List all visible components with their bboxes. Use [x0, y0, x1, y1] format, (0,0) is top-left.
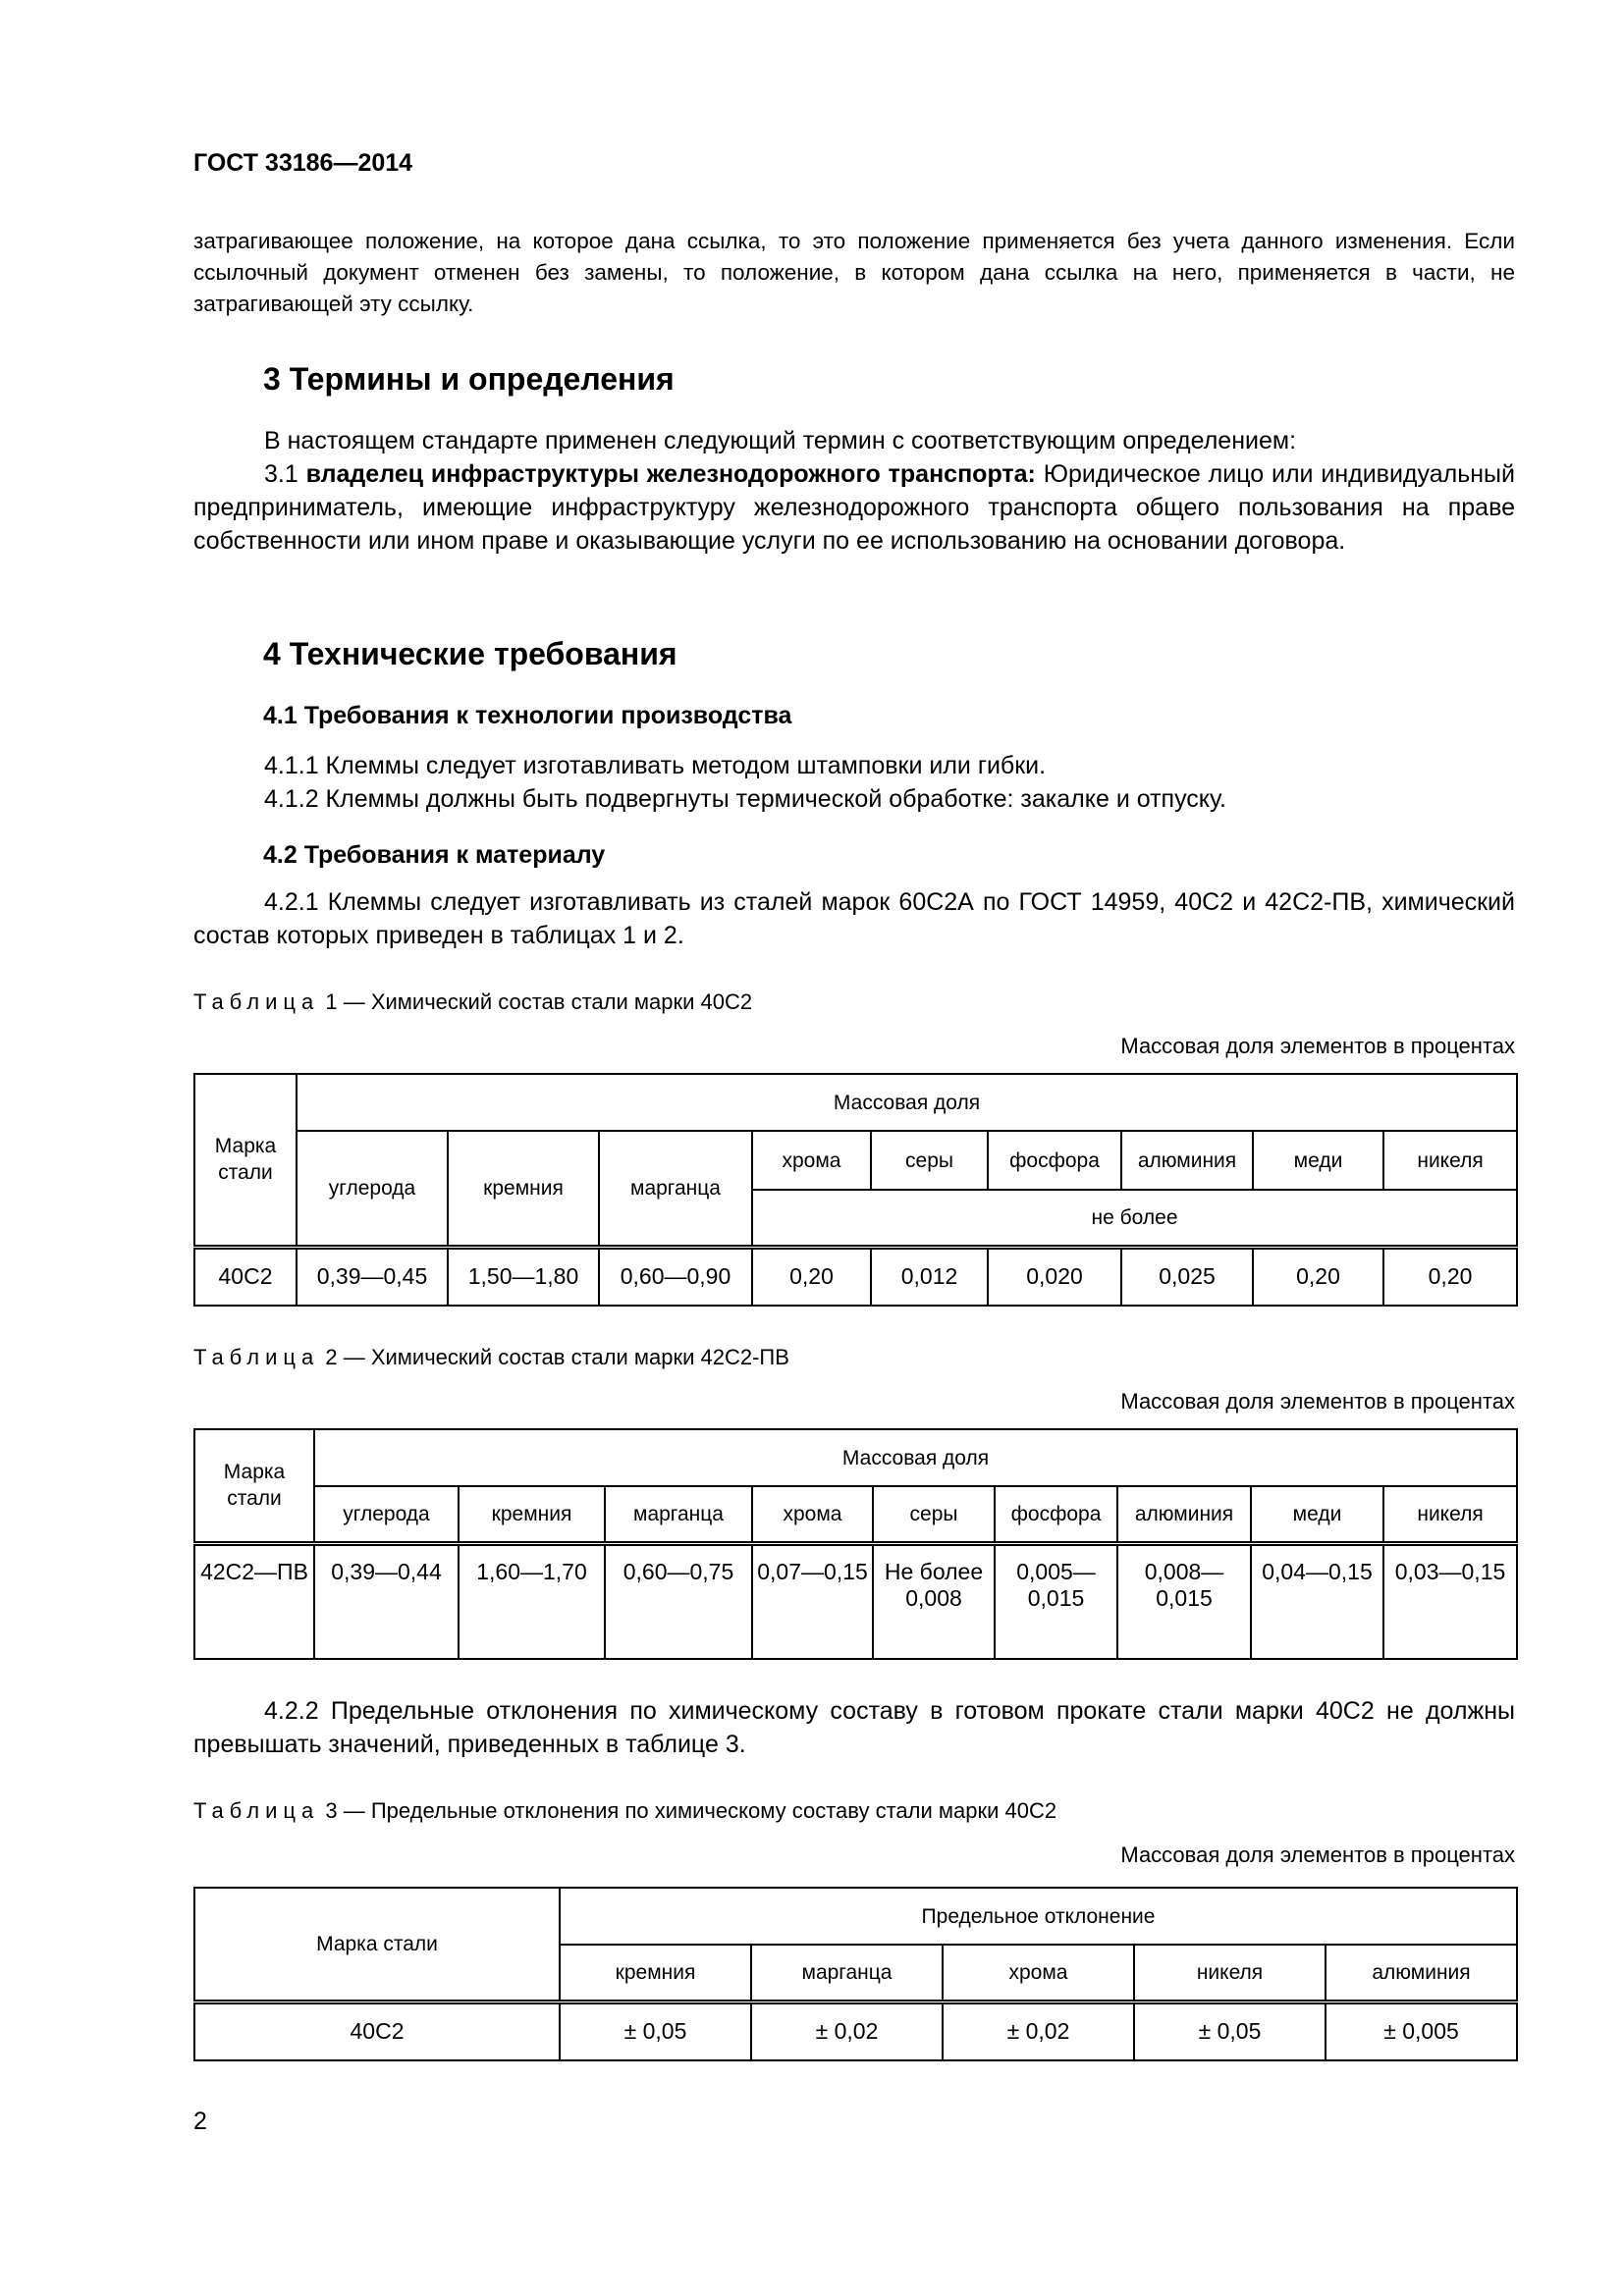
table-2-cell: 0,07—0,15: [752, 1543, 873, 1659]
table-1-cell: 0,20: [1383, 1247, 1517, 1306]
table-3-cell: ± 0,02: [943, 2002, 1134, 2060]
table-1-cell: 0,60—0,90: [599, 1247, 752, 1306]
table-3-col-header: никеля: [1134, 1945, 1326, 2002]
table-2-cell: Не более 0,008: [873, 1543, 995, 1659]
table-3-caption-text: 3 — Предельные отклонения по химическому составу стали марки 40С2: [319, 1798, 1057, 1823]
paragraph-4-2-2: 4.2.2 Предельные отклонения по химическому составу в готовом прокате стали марки 40С2 не должны превышать значений, приведенных в таблице 3.: [193, 1697, 1515, 1758]
table-1-col-header: хрома: [752, 1131, 871, 1190]
table-1-cell: 0,020: [988, 1247, 1121, 1306]
section-3-lead: В настоящем стандарте применен следующий термин с соответствующим определением:: [264, 427, 1297, 454]
paragraph-4-1-1: 4.1.1 Клеммы следует изготавливать методом штамповки или гибки.: [264, 752, 1047, 779]
table-1-cell: 0,20: [1253, 1247, 1383, 1306]
table-2-caption: [193, 1345, 789, 1370]
table-3-cell: ± 0,02: [751, 2002, 943, 2060]
table-1-col-header: марганца: [599, 1131, 752, 1247]
table-2-cell: 0,60—0,75: [605, 1543, 752, 1659]
table-1-cell: 0,20: [752, 1247, 871, 1306]
table-1-caption: [193, 989, 752, 1015]
table-3-unit-note: Массовая доля элементов в процентах: [1120, 1842, 1515, 1867]
table-2-cell: 42С2—ПВ: [194, 1543, 314, 1659]
table-3-group-header: Предельное отклонение: [560, 1888, 1517, 1945]
table-2-col-header: фосфора: [995, 1486, 1117, 1543]
table-1: [193, 1073, 1518, 1307]
section-3-heading: 3 Термины и определения: [263, 361, 675, 397]
table-2-col-header: алюминия: [1117, 1486, 1251, 1543]
table-2-col-header: кремния: [459, 1486, 605, 1543]
table-3-cell: ± 0,05: [1134, 2002, 1326, 2060]
table-3-col-header: кремния: [560, 1945, 751, 2002]
paragraph-4-1-2: 4.1.2 Клеммы должны быть подвергнуты термической обработке: закалке и отпуску.: [264, 785, 1226, 813]
table-3: [193, 1887, 1518, 2061]
table-3-caption-label: Таблица: [193, 1798, 320, 1823]
table-1-cell: 0,39—0,45: [297, 1247, 448, 1306]
table-1-caption-text: 1 — Химический состав стали марки 40С2: [319, 989, 753, 1014]
table-2-grade-header: Марка стали: [194, 1429, 314, 1543]
table-2-caption-label: Таблица: [193, 1345, 320, 1369]
section-4-heading: 4 Технические требования: [263, 636, 677, 671]
table-2-col-header: хрома: [752, 1486, 873, 1543]
table-2: [193, 1428, 1518, 1660]
table-1-unit-note: Массовая доля элементов в процентах: [1120, 1034, 1515, 1058]
table-1-col-header: кремния: [448, 1131, 599, 1247]
table-1-col-header: углерода: [297, 1131, 448, 1247]
table-1-cell: 0,012: [871, 1247, 988, 1306]
table-1-cell: 0,025: [1121, 1247, 1253, 1306]
term-number: 3.1: [264, 460, 306, 488]
table-2-cell: 1,60—1,70: [459, 1543, 605, 1659]
table-1-col-header: меди: [1253, 1131, 1383, 1190]
table-2-cell: 0,005—0,015: [995, 1543, 1117, 1659]
table-3-grade-header: Марка стали: [194, 1888, 560, 2002]
page-number: 2: [193, 2108, 207, 2135]
table-3-col-header: марганца: [751, 1945, 943, 2002]
term-name: владелец инфраструктуры железнодорожного транспорта:: [305, 460, 1036, 488]
paragraph-4-2-1: 4.2.1 Клеммы следует изготавливать из сталей марок 60С2А по ГОСТ 14959, 40С2 и 42С2-ПВ, химический состав которых приведен в таблицах 1 и 2.: [193, 888, 1515, 949]
table-1-group-header: Массовая доля: [297, 1074, 1517, 1131]
table-3-cell: ± 0,05: [560, 2002, 751, 2060]
table-2-caption-text: 2 — Химический состав стали марки 42С2-ПВ: [319, 1345, 789, 1369]
table-2-group-header: Массовая доля: [314, 1429, 1517, 1486]
table-2-unit-note: Массовая доля элементов в процентах: [1120, 1389, 1515, 1414]
table-1-grade-header: Марка стали: [194, 1074, 297, 1247]
table-1-cell: 1,50—1,80: [448, 1247, 599, 1306]
section-4-1-heading: 4.1 Требования к технологии производства: [263, 702, 792, 729]
term-definition-3-1: [193, 457, 1515, 558]
table-1-cell: 40С2: [194, 1247, 297, 1306]
table-2-col-header: серы: [873, 1486, 995, 1543]
table-2-cell: 0,39—0,44: [314, 1543, 459, 1659]
table-2-cell: 0,008—0,015: [1117, 1543, 1251, 1659]
section-4-2-heading: 4.2 Требования к материалу: [263, 841, 606, 869]
table-3-col-header: алюминия: [1326, 1945, 1517, 2002]
table-3-cell: ± 0,005: [1326, 2002, 1517, 2060]
table-2-col-header: углерода: [314, 1486, 459, 1543]
table-3-col-header: хрома: [943, 1945, 1134, 2002]
table-3-cell: 40С2: [194, 2002, 560, 2060]
term-definition: Юридическое лицо или индивидуальный предприниматель, имеющие инфраструктуру железнодорожного транспорта общего пользования на праве собственности или ином праве и оказывающие услуги по ее использованию на основании договора.: [193, 460, 1515, 555]
table-1-col-header: никеля: [1383, 1131, 1517, 1190]
table-1-limit-note: не более: [752, 1190, 1517, 1247]
table-1-col-header: фосфора: [988, 1131, 1121, 1190]
table-1-caption-label: Таблица: [193, 989, 320, 1014]
table-2-col-header: никеля: [1383, 1486, 1517, 1543]
table-2-cell: 0,03—0,15: [1383, 1543, 1517, 1659]
table-2-col-header: меди: [1251, 1486, 1383, 1543]
table-1-col-header: серы: [871, 1131, 988, 1190]
intro-paragraph: затрагивающее положение, на которое дана ссылка, то это положение применяется без учета данного изменения. Если ссылочный документ отменен без замены, то положение, в котором дана ссылка на него, применяется в части, не затрагивающей эту ссылку.: [193, 229, 1515, 316]
table-1-col-header: алюминия: [1121, 1131, 1253, 1190]
table-2-col-header: марганца: [605, 1486, 752, 1543]
table-3-caption: [193, 1798, 1056, 1824]
document-id: ГОСТ 33186—2014: [193, 149, 413, 177]
table-2-cell: 0,04—0,15: [1251, 1543, 1383, 1659]
